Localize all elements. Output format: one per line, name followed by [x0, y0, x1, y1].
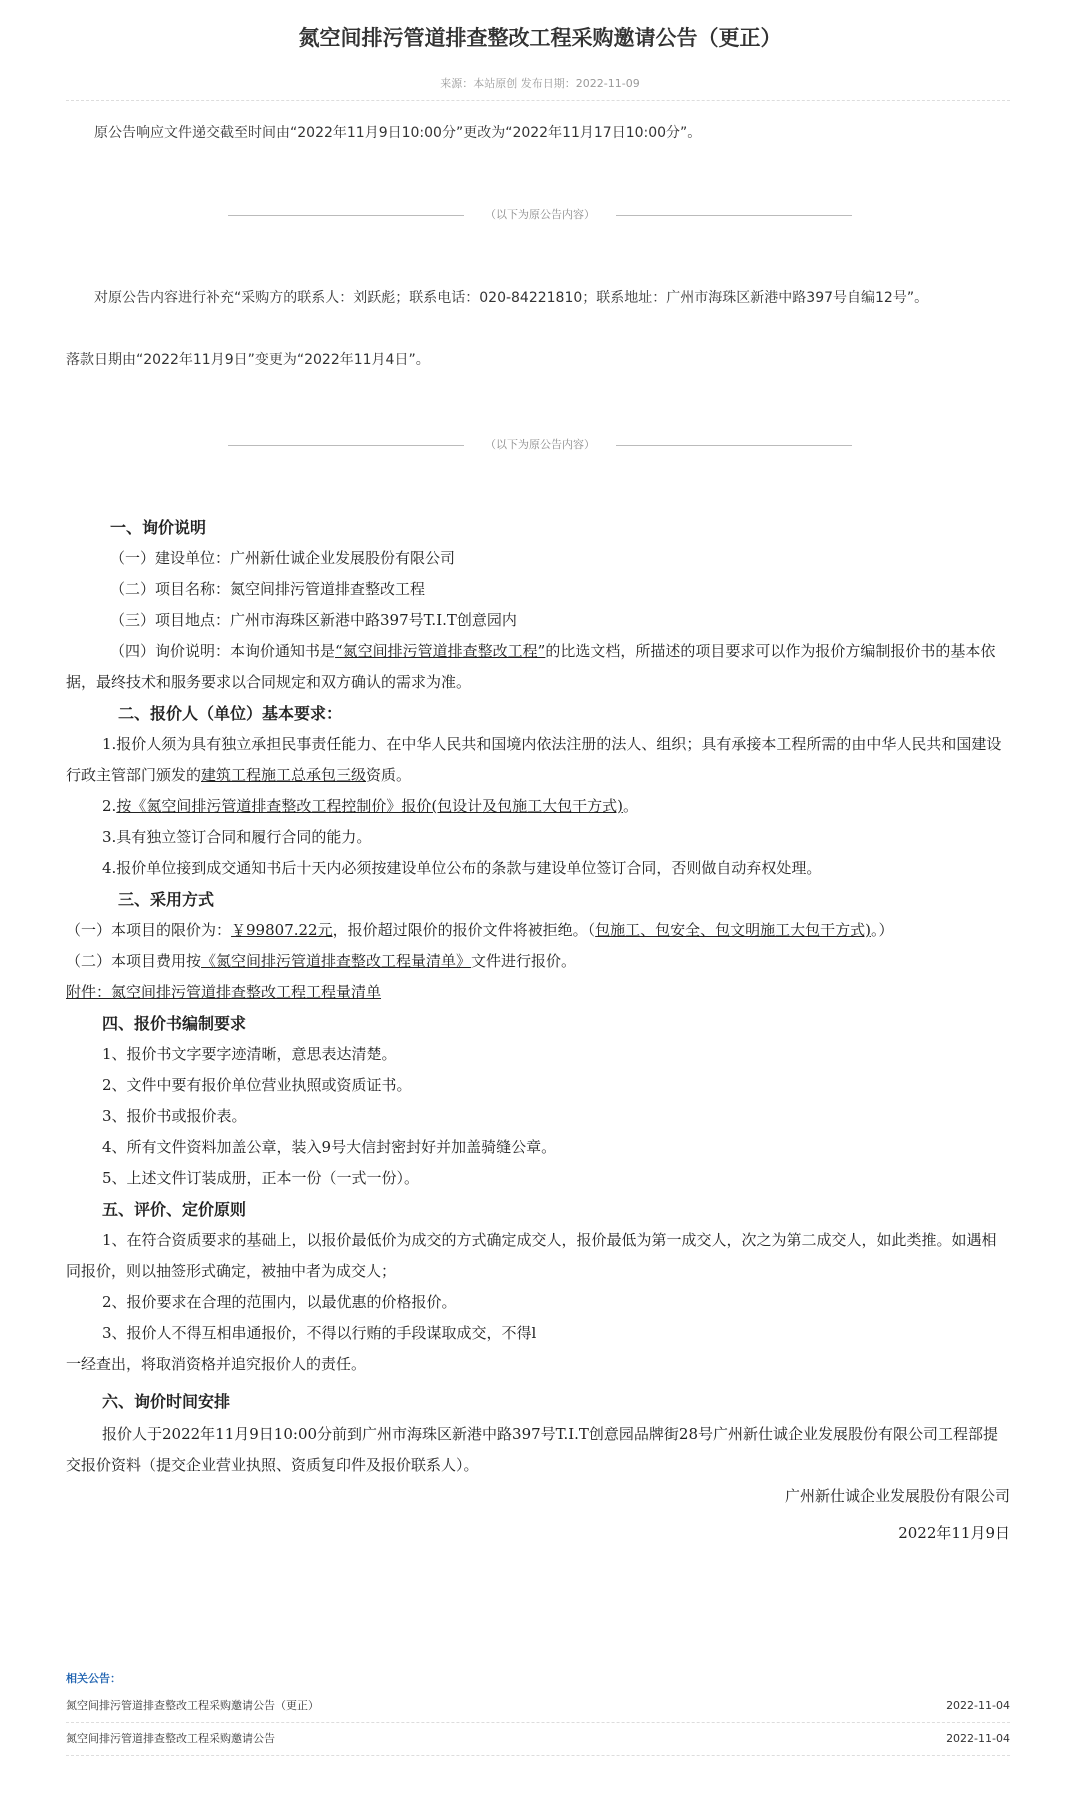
s5-item-4: 一经查出，将取消资格并追究报价人的责任。 [66, 1355, 367, 1373]
s1-item-d: （四）询价说明：本询价通知书是“氮空间排污管道排查整改工程”的比选文档，所描述的项目要求可以作为报价方编制报价书的基本依据，最终技术和服务要求以合同规定和双方确认的需求为准。 [66, 642, 996, 691]
update-notice-1: 原公告响应文件递交截至时间由“2022年11月9日10:00分”更改为“2022年11月17日10:00分”。 [94, 125, 702, 141]
signature-company: 广州新仕诚企业发展股份有限公司 [784, 1487, 1010, 1505]
signature-date: 2022年11月9日 [898, 1524, 1010, 1542]
related-item-date: 2022-11-04 [946, 1699, 1010, 1712]
related-item-date: 2022-11-04 [946, 1732, 1010, 1745]
section-2-title: 二、报价人（单位）基本要求： [118, 704, 343, 723]
s3-item-a: （一）本项目的限价为：￥99807.22元，报价超过限价的报价文件将被拒绝。（包施工、包安全、包文明施工大包干方式)。） [66, 921, 894, 939]
s5-item-1: 1、在符合资质要求的基础上，以报价最低价为成交的方式确定成交人，报价最低为第一成交人，次之为第二成交人，如此类推。如遇相同报价，则以抽签形式确定，被抽中者为成交人； [66, 1231, 997, 1280]
related-label: 相关公告： [66, 1672, 121, 1685]
s4-item-2: 2、文件中要有报价单位营业执照或资质证书。 [102, 1076, 412, 1094]
s3-item-b: （二）本项目费用按《氮空间排污管道排查整改工程量清单》文件进行报价。 [66, 952, 577, 970]
section-5-title: 五、评价、定价原则 [102, 1200, 247, 1219]
attachment-link[interactable]: 附件：氮空间排污管道排查整改工程工程量清单 [66, 983, 382, 1001]
related-item-title[interactable]: 氮空间排污管道排查整改工程采购邀请公告 [66, 1732, 275, 1745]
s2-item-3: 3.具有独立签订合同和履行合同的能力。 [102, 828, 372, 846]
s1-item-a: （一）建设单位：广州新仕诚企业发展股份有限公司 [110, 549, 456, 567]
separator-label: （以下为原公告内容） [485, 438, 595, 451]
s2-item-4: 4.报价单位接到成交通知书后十天内必须按建设单位公布的条款与建设单位签订合同，否则做自动弃权处理。 [102, 859, 822, 877]
separator-2 [228, 437, 852, 453]
page-title: 氮空间排污管道排查整改工程采购邀请公告（更正） [298, 26, 782, 50]
update-notice-3: 落款日期由“2022年11月9日”变更为“2022年11月4日”。 [66, 352, 430, 368]
related-item-title[interactable]: 氮空间排污管道排查整改工程采购邀请公告（更正） [66, 1699, 319, 1712]
related-item[interactable] [66, 1723, 1010, 1756]
section-3-title: 三、采用方式 [118, 890, 215, 909]
s6-paragraph: 报价人于2022年11月9日10:00分前到广州市海珠区新港中路397号T.I.T创意园品牌街28号广州新仕诚企业发展股份有限公司工程部提交报价资料（提交企业营业执照、资质复印件及报价联系人）。 [66, 1425, 999, 1474]
s5-item-2: 2、报价要求在合理的范围内，以最优惠的价格报价。 [102, 1293, 457, 1311]
section-6-title: 六、询价时间安排 [102, 1392, 231, 1411]
separator-1 [228, 207, 852, 223]
s1-item-b: （二）项目名称：氮空间排污管道排查整改工程 [110, 580, 426, 598]
related-item[interactable] [66, 1690, 1010, 1723]
s4-item-3: 3、报价书或报价表。 [102, 1107, 247, 1125]
original-notice [66, 512, 1010, 1549]
s2-item-2: 2.按《氮空间排污管道排查整改工程控制价》报价(包设计及包施工大包干方式)。 [102, 797, 639, 815]
article-meta: 来源：本站原创 发布日期：2022-11-09 [440, 77, 640, 90]
s4-item-1: 1、报价书文字要字迹清晰，意思表达清楚。 [102, 1045, 397, 1063]
separator-label: （以下为原公告内容） [485, 208, 595, 221]
s5-item-3: 3、报价人不得互相串通报价，不得以行贿的手段谋取成交，不得l [102, 1324, 537, 1342]
related-notices [66, 1668, 1010, 1756]
section-1-title: 一、询价说明 [110, 518, 207, 537]
meta-divider [66, 100, 1010, 101]
s4-item-4: 4、所有文件资料加盖公章，装入9号大信封密封好并加盖骑缝公章。 [102, 1138, 557, 1156]
s2-item-1: 1.报价人须为具有独立承担民事责任能力、在中华人民共和国境内依法注册的法人、组织；具有承接本工程所需的由中华人民共和国建设行政主管部门颁发的建筑工程施工总承包三级资质。 [66, 735, 1002, 784]
s4-item-5: 5、上述文件订装成册，正本一份（一式一份）。 [102, 1169, 420, 1187]
section-4-title: 四、报价书编制要求 [102, 1014, 247, 1033]
s1-item-c: （三）项目地点：广州市海珠区新港中路397号T.I.T创意园内 [110, 611, 517, 629]
update-notice-2: 对原公告内容进行补充“采购方的联系人：刘跃彪；联系电话：020-84221810；联系地址：广州市海珠区新港中路397号自编12号”。 [94, 290, 929, 306]
